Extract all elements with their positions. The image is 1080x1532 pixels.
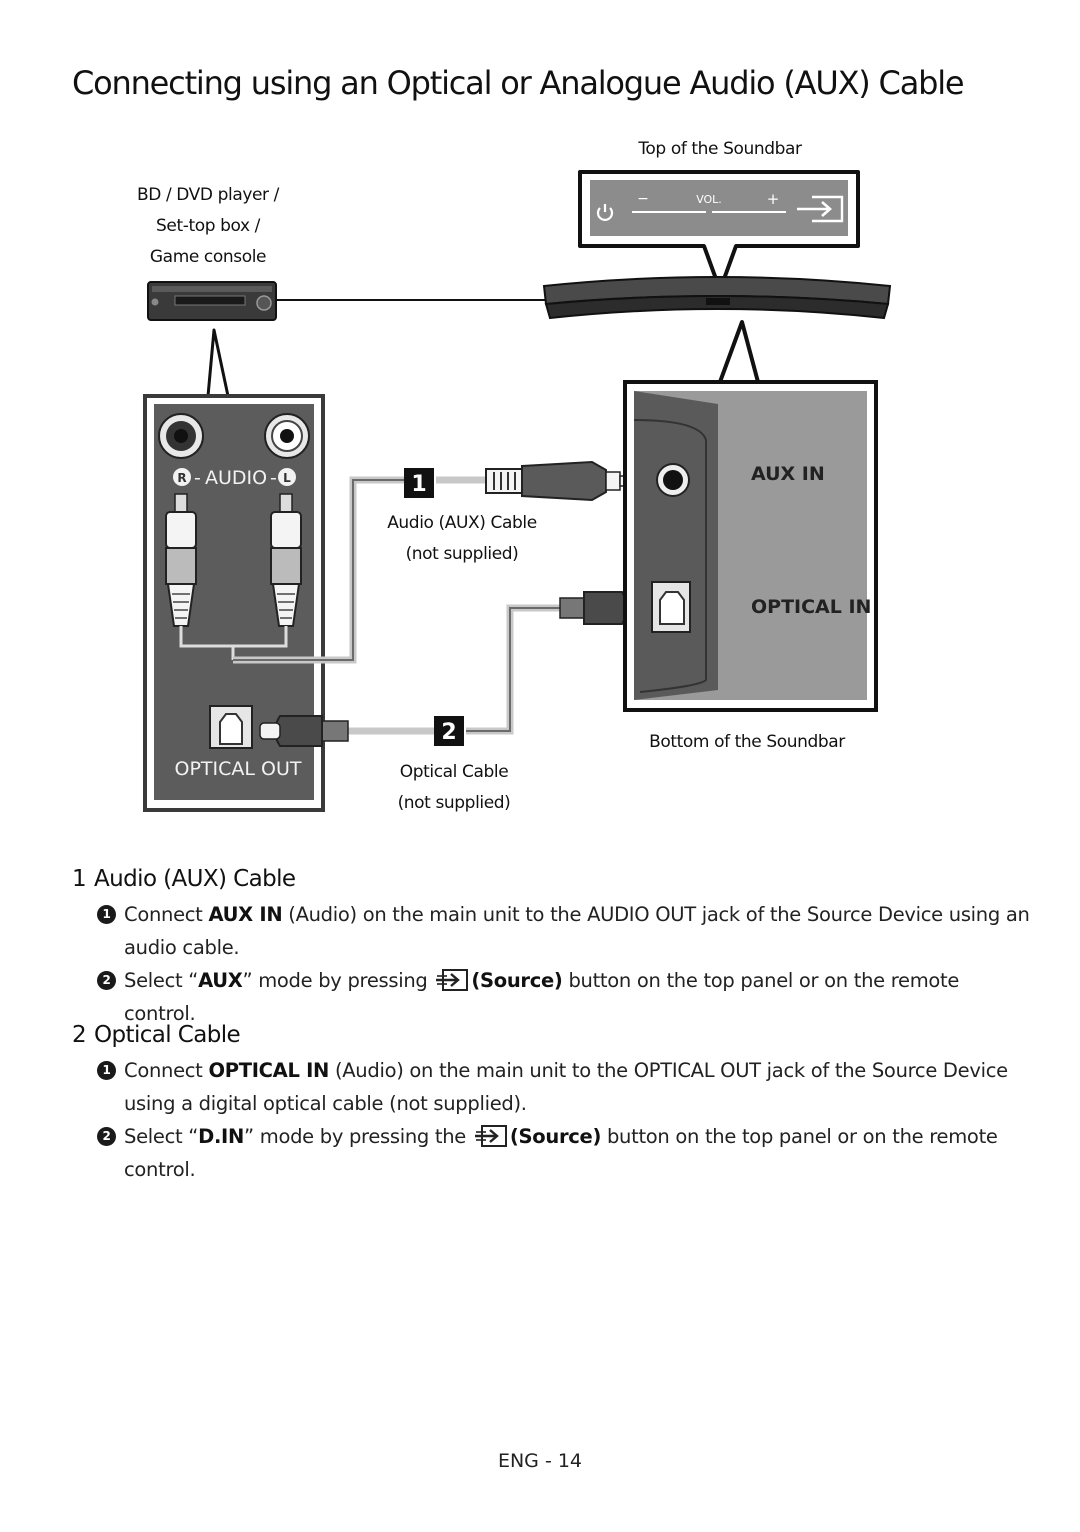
source-icon [474,1124,508,1148]
aux-step-2: 2 Select “AUX” mode by pressing (Source) button on the top panel or on the remote control. [72,964,1032,1030]
vol-plus-label: + [766,190,780,208]
top-of-soundbar-label: Top of the Soundbar [638,139,802,159]
aux-in-label: AUX IN [751,463,825,485]
soundbar-top-panel [580,172,858,290]
audio-label: AUDIO [205,467,268,489]
vol-minus-label: − [637,191,649,207]
connection-diagram [0,120,1080,840]
source-device-label-line3: Game console [149,247,267,267]
r-label: R [177,471,187,485]
step-marker: 1 [97,1061,116,1080]
svg-text:-: - [194,467,201,489]
source-device [148,282,276,320]
vol-label: VOL. [696,193,722,206]
svg-text:-: - [270,467,277,489]
section-optical-heading: 2 Optical Cable [72,1022,241,1048]
step-marker: 1 [97,905,116,924]
bottom-of-soundbar-label: Bottom of the Soundbar [649,732,845,752]
cable2-label-line1: Optical Cable [399,762,509,782]
optical-step-1: 1 Connect OPTICAL IN (Audio) on the main unit to the OPTICAL OUT jack of the Source Device using a digital optical cable (not supplied). [72,1054,1032,1120]
aux-step-1: 1 Connect AUX IN (Audio) on the main unit to the AUDIO OUT jack of the Source Device using an audio cable. [72,898,1032,964]
optical-step-2: 2 Select “D.IN” mode by pressing the (Source) button on the top panel or on the remote control. [72,1120,1032,1186]
optical-in-label: OPTICAL IN [751,596,872,618]
section-aux-cable [72,866,1032,1030]
section-optical-cable [72,1022,1032,1186]
cable1-label-line1: Audio (AUX) Cable [387,513,537,533]
source-device-label-line1: BD / DVD player / [137,185,279,205]
step-marker: 2 [97,971,116,990]
page-title: Connecting using an Optical or Analogue Audio (AUX) Cable [72,64,964,102]
page-number: ENG - 14 [497,1450,583,1472]
source-icon [435,968,469,992]
step-marker: 2 [97,1127,116,1146]
rca-plug-left [166,494,196,626]
cable2-label-line2: (not supplied) [397,793,511,813]
cable1-label-line2: (not supplied) [405,544,519,564]
l-label: L [283,471,291,485]
soundbar [544,277,890,318]
soundbar-bottom-panel [625,322,876,710]
optical-out-label: OPTICAL OUT [174,758,302,780]
source-device-label-line2: Set-top box / [156,216,260,236]
cable1-badge: 1 [411,472,427,497]
rca-plug-right [271,494,301,626]
section-aux-heading: 1 Audio (AUX) Cable [72,866,296,892]
cable2-badge: 2 [441,720,457,745]
